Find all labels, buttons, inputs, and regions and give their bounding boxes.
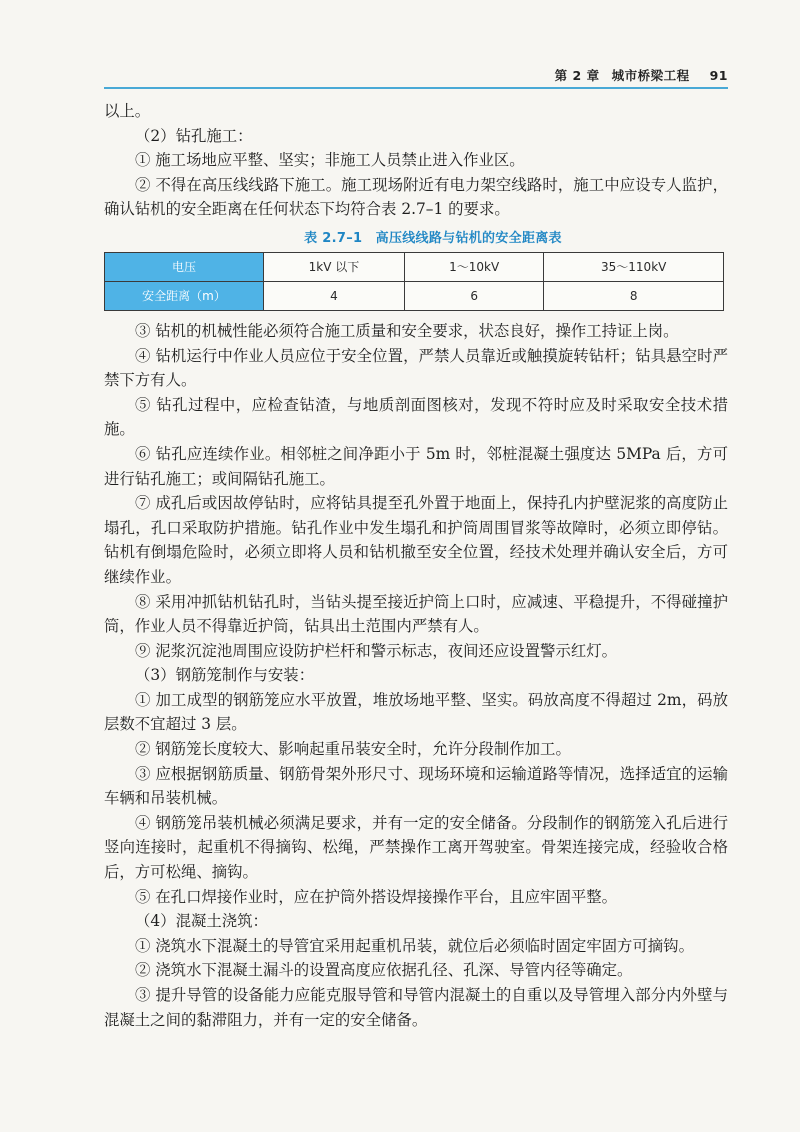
page-body: [104, 99, 728, 1032]
paragraph: ③ 提升导管的设备能力应能克服导管和导管内混凝土的自重以及导管埋入部分内外壁与混凝土之间的黏滞阻力，并有一定的安全储备。: [104, 986, 728, 1029]
paragraph: ③ 应根据钢筋质量、钢筋骨架外形尺寸、现场环境和运输道路等情况，选择适宜的运输车辆和吊装机械。: [104, 764, 728, 808]
row-header-voltage: 电压: [105, 252, 264, 281]
paragraph: ① 浇筑水下混凝土的导管宜采用起重机吊装，就位后必须临时固定牢固方可摘钩。: [135, 936, 694, 955]
paragraph: ⑥ 钻孔应连续作业。相邻桩之间净距小于 5m 时，邻桩混凝土强度达 5MPa 后，方可进行钻孔施工；或间隔钻孔施工。: [104, 444, 728, 488]
paragraph: ⑤ 钻孔过程中，应检查钻渣，与地质剖面图核对，发现不符时应及时采取安全技术措施。: [104, 395, 728, 439]
row-header-distance: 安全距离（m）: [105, 281, 264, 310]
table-cell: 8: [544, 281, 724, 310]
paragraph: 以上。: [104, 102, 151, 120]
table-row: [105, 281, 724, 310]
paragraph: ③ 钻机的机械性能必须符合施工质量和安全要求，状态良好，操作工持证上岗。: [135, 321, 679, 340]
paragraph: ⑦ 成孔后或因故停钻时，应将钻具提至孔外置于地面上，保持孔内护壁泥浆的高度防止塌孔，孔口采取防护措施。钻孔作业中发生塌孔和护筒周围冒浆等故障时，必须立即停钻。钻机有倒塌危险时，必须立即将人员和钻机撤至安全位置，经技术处理并确认安全后，方可继续作业。: [104, 494, 728, 586]
table-cell: 35～110kV: [544, 252, 724, 281]
paragraph: ① 加工成型的钢筋笼应水平放置，堆放场地平整、坚实。码放高度不得超过 2m，码放层数不宜超过 3 层。: [104, 690, 728, 734]
paragraph: ⑧ 采用冲抓钻机钻孔时，当钻头提至接近护筒上口时，应减速、平稳提升，不得碰撞护筒，作业人员不得靠近护筒，钻具出土范围内严禁有人。: [104, 592, 728, 636]
paragraphs-before-table: [104, 99, 728, 222]
paragraph: ④ 钻机运行中作业人员应位于安全位置，严禁人员靠近或触摸旋转钻杆；钻具悬空时严禁下方有人。: [104, 346, 728, 390]
running-header: [555, 66, 728, 84]
paragraph: ② 钢筋笼长度较大、影响起重吊装安全时，允许分段制作加工。: [135, 740, 571, 759]
chapter-title: 城市桥梁工程: [611, 68, 690, 83]
paragraph: ⑨ 泥浆沉淀池周围应设防护栏杆和警示标志，夜间还应设置警示红灯。: [135, 641, 618, 660]
safety-distance-table: [104, 252, 724, 311]
section-heading: （4）混凝土浇筑：: [135, 912, 268, 931]
paragraphs-after-table: [104, 319, 728, 1032]
table-cell: 6: [404, 281, 543, 310]
table-cell: 4: [264, 281, 405, 310]
table-row: [105, 252, 724, 281]
paragraph: ② 浇筑水下混凝土漏斗的设置高度应依据孔径、孔深、导管内径等确定。: [135, 961, 633, 980]
paragraph: ⑤ 在孔口焊接作业时，应在护筒外搭设焊接操作平台，且应牢固平整。: [135, 887, 618, 906]
table-caption: 表 2.7–1 高压线线路与钻机的安全距离表: [304, 230, 562, 246]
table-cell: 1～10kV: [404, 252, 543, 281]
table-cell: 1kV 以下: [264, 252, 405, 281]
section-heading: （2）钻孔施工：: [135, 126, 253, 145]
section-heading: （3）钢筋笼制作与安装：: [135, 666, 315, 685]
chapter-number: 第 2 章: [554, 68, 600, 83]
paragraph: ① 施工场地应平整、坚实；非施工人员禁止进入作业区。: [135, 151, 525, 170]
page-number: 91: [709, 68, 728, 83]
header-rule: [104, 87, 728, 89]
paragraph: ④ 钢筋笼吊装机械必须满足要求，并有一定的安全储备。分段制作的钢筋笼入孔后进行竖向连接时，起重机不得摘钩、松绳，严禁操作工离开驾驶室。骨架连接完成，经验收合格后，方可松绳、摘钩。: [104, 813, 728, 882]
paragraph: ② 不得在高压线线路下施工。施工现场附近有电力架空线路时，施工中应设专人监护，确认钻机的安全距离在任何状态下均符合表 2.7–1 的要求。: [104, 175, 728, 219]
